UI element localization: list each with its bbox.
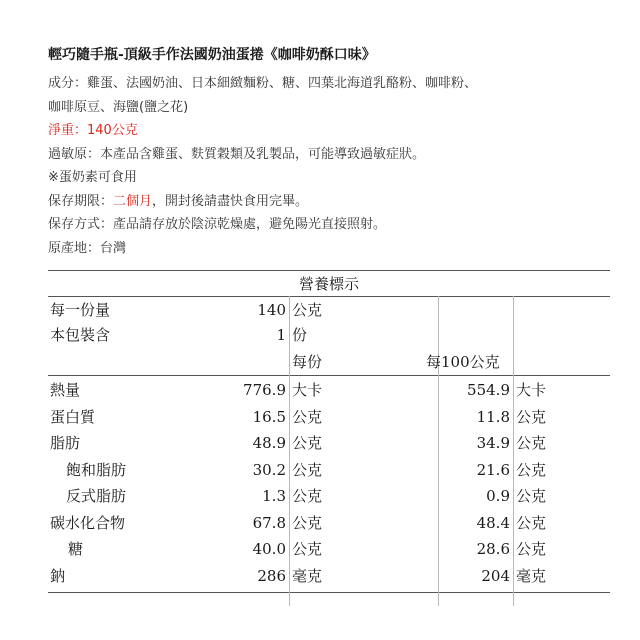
nutrient-name: 蛋白質 [50, 408, 96, 426]
nutrient-name: 熱量 [50, 381, 81, 399]
nutrient-per-100g: 11.8 [476, 408, 510, 426]
origin: 原產地：台灣 [48, 240, 127, 256]
nutrient-unit-per-serving: 公克 [292, 487, 323, 505]
nutrient-per-100g: 554.9 [467, 381, 510, 399]
nutrient-unit-per-serving: 公克 [292, 434, 323, 452]
ingredients-line-2: 咖啡原豆、海鹽(鹽之花) [48, 99, 189, 115]
nutrient-per-100g: 34.9 [476, 434, 510, 452]
product-title: 輕巧隨手瓶-頂級手作法國奶油蛋捲《咖啡奶酥口味》 [48, 47, 376, 63]
net-weight: 淨重：140公克 [48, 123, 138, 138]
servings-unit: 份 [292, 326, 308, 344]
allergen-info: 過敏原：本產品含雞蛋、麩質穀類及乳製品，可能導致過敏症狀。 [48, 146, 426, 162]
nutrient-unit-per-serving: 公克 [292, 461, 323, 479]
grid-col-3 [513, 296, 514, 606]
nutrient-per-serving: 286 [257, 567, 286, 585]
nutrient-unit-per-100g: 公克 [516, 540, 547, 558]
nutrient-per-100g: 48.4 [476, 514, 510, 532]
nutrient-per-serving: 40.0 [252, 540, 286, 558]
nutrient-name: 糖 [68, 540, 84, 558]
nutrient-unit-per-100g: 毫克 [516, 567, 547, 585]
shelf-life-prefix: 保存期限： [48, 193, 114, 209]
nutrient-name: 碳水化合物 [50, 514, 126, 532]
storage-instructions: 保存方式：產品請存放於陰涼乾燥處，避免陽光直接照射。 [48, 217, 387, 232]
nutrient-per-serving: 16.5 [252, 408, 286, 426]
nutrition-title: 營養標示 [298, 275, 359, 293]
shelf-life-suffix: ，開封後請盡快食用完畢。 [152, 193, 309, 209]
nutrient-name: 反式脂肪 [66, 487, 127, 505]
nutrient-per-serving: 48.9 [252, 434, 286, 452]
nutrition-table [48, 270, 632, 606]
nutrient-unit-per-100g: 公克 [516, 434, 547, 452]
nutrient-per-100g: 204 [481, 567, 510, 585]
nutrient-unit-per-100g: 公克 [516, 487, 547, 505]
nutrient-unit-per-100g: 公克 [516, 461, 547, 479]
vegetarian-note: ※蛋奶素可食用 [48, 170, 137, 185]
serving-size-label: 每一份量 [50, 301, 111, 319]
nutrient-unit-per-serving: 毫克 [292, 567, 323, 585]
nutrient-unit-per-serving: 大卡 [292, 381, 323, 399]
nutrient-unit-per-100g: 公克 [516, 514, 547, 532]
nutrient-name: 飽和脂肪 [66, 461, 127, 479]
nutrient-per-serving: 1.3 [262, 487, 286, 505]
serving-size-value: 140 [257, 301, 286, 319]
nutrient-per-100g: 0.9 [486, 487, 510, 505]
servings-label: 本包裝含 [50, 326, 111, 344]
nutrient-name: 脂肪 [50, 434, 81, 452]
nutrient-unit-per-100g: 公克 [516, 408, 547, 426]
nutrient-unit-per-serving: 公克 [292, 540, 323, 558]
columns-rule [48, 375, 610, 376]
nutrient-name: 鈉 [50, 567, 66, 585]
shelf-life-value: 二個月 [113, 193, 153, 209]
nutrient-per-100g: 21.6 [476, 461, 510, 479]
nutrient-per-serving: 67.8 [252, 514, 286, 532]
shelf-life [48, 190, 608, 214]
col-header-per-serving: 每份 [292, 353, 323, 371]
table-top-rule [48, 270, 610, 271]
nutrient-per-serving: 776.9 [243, 381, 286, 399]
product-info [48, 44, 608, 260]
col-header-per-100g: 每100公克 [426, 353, 500, 371]
nutrient-unit-per-serving: 公克 [292, 514, 323, 532]
ingredients-line-1: 成分：雞蛋、法國奶油、日本細緻麵粉、糖、四葉北海道乳酪粉、咖啡粉、 [48, 76, 478, 91]
header-rule [48, 296, 610, 297]
nutrient-unit-per-100g: 大卡 [516, 381, 547, 399]
nutrient-per-serving: 30.2 [252, 461, 286, 479]
nutrient-unit-per-serving: 公克 [292, 408, 323, 426]
nutrient-per-100g: 28.6 [476, 540, 510, 558]
serving-size-unit: 公克 [292, 301, 323, 319]
servings-value: 1 [276, 326, 286, 344]
table-bottom-rule [48, 592, 610, 593]
grid-col-1 [289, 296, 290, 606]
